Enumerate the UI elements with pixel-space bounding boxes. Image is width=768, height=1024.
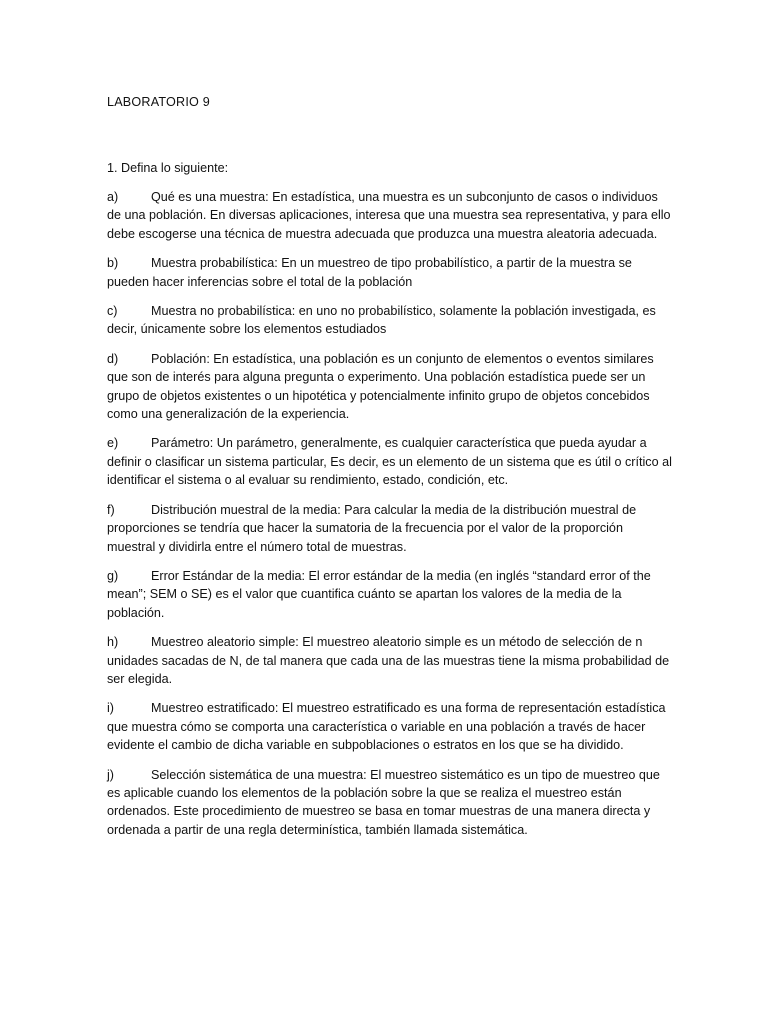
definition-item [107, 766, 672, 840]
item-text: Muestreo aleatorio simple: El muestreo aleatorio simple es un método de selección de n unidades sacadas de N, de tal manera que cada una de las muestras tiene la misma probabilidad de ser elegida. [107, 635, 670, 686]
item-text: Población: En estadística, una población es un conjunto de elementos o eventos similares que son de interés para alguna pregunta o experimento. Una población estadística puede ser un grupo de objetos existentes o un hipotética y potencialmente infinito grupo de objetos concebidos como una generalización de la experiencia. [107, 351, 654, 422]
definition-item [107, 302, 672, 339]
item-letter: c) [107, 304, 118, 319]
item-text: Distribución muestral de la media: Para calcular la media de la distribución muestral de proporciones se tendría que hacer la sumatoria de la frecuencia por el valor de la proporción muestral y dividirla entre el número total de muestras. [107, 502, 637, 554]
item-letter: e) [107, 436, 119, 451]
definition-item [107, 567, 672, 622]
item-letter: j) [107, 767, 114, 782]
item-text: Muestra probabilística: En un muestreo de tipo probabilístico, a partir de la muestra se pueden hacer inferencias sobre el total de la población [107, 256, 632, 289]
document-title: LABORATORIO 9 [107, 95, 210, 109]
definition-item [107, 699, 672, 754]
item-text: Muestra no probabilística: en uno no probabilístico, solamente la población investigada, es decir, únicamente sobre los elementos estudiados [107, 304, 656, 337]
item-letter: b) [107, 256, 119, 271]
definition-item [107, 501, 672, 556]
item-letter: d) [107, 351, 119, 366]
item-text: Qué es una muestra: En estadística, una muestra es un subconjunto de casos o individuos de una población. En diversas aplicaciones, interesa que una muestra sea representativa, y para ello debe escogerse una técnica de muestra adecuada que produzca una muestra aleatoria adecuada. [107, 190, 671, 241]
item-letter: h) [107, 635, 119, 650]
question-intro: 1. Defina lo siguiente: [107, 161, 229, 175]
definition-item [107, 434, 672, 489]
item-letter: a) [107, 190, 119, 204]
item-letter: i) [107, 701, 114, 716]
definition-item [107, 254, 672, 291]
item-text: Parámetro: Un parámetro, generalmente, es cualquier característica que pueda ayudar a definir o clasificar un sistema particular, Es decir, es un elemento de un sistema que es útil o crítico al identificar el sistema o al evaluar su rendimiento, estado, condición, etc. [107, 436, 672, 488]
definition-item [107, 633, 672, 688]
definition-item [107, 350, 672, 424]
item-text: Error Estándar de la media: El error estándar de la media (en inglés “standard error of the mean”; SEM o SE) es el valor que cuantifica cuánto se apartan los valores de la media de la población. [107, 568, 651, 620]
item-letter: g) [107, 568, 119, 583]
item-text: Muestreo estratificado: El muestreo estratificado es una forma de representación estadística que muestra cómo se comporta una característica o variable en una población a través de hacer evidente el cambio de dicha variable en subpoblaciones o estratos en los que se ha dividido. [107, 701, 666, 753]
item-letter: f) [107, 502, 115, 517]
definition-item [107, 188, 672, 243]
item-text: Selección sistemática de una muestra: El muestreo sistemático es un tipo de muestreo que es aplicable cuando los elementos de la población sobre la que se realiza el muestreo están ordenados. Este procedimiento de muestreo se basa en tomar muestras de una manera directa y ordenada a partir de una regla determinística, también llamada sistemática. [107, 767, 660, 837]
